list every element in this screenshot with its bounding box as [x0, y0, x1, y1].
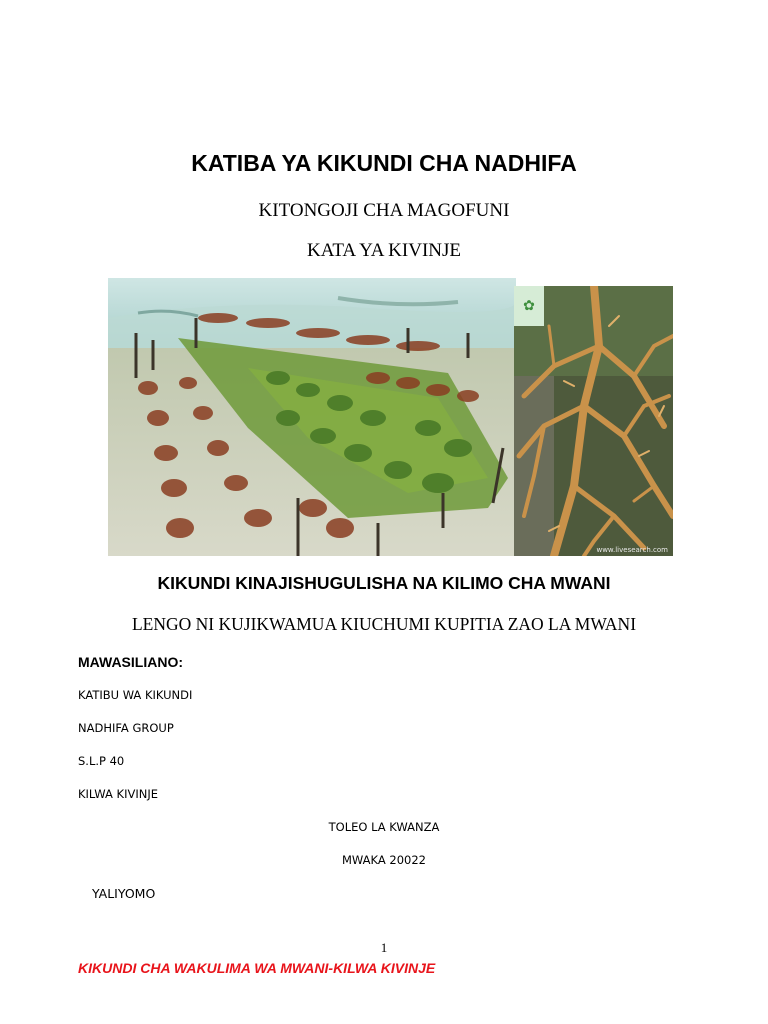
year-label: MWAKA 20022 [342, 853, 426, 867]
hamlet-subtitle: KITONGOJI CHA MAGOFUNI [258, 200, 510, 221]
contact-heading: MAWASILIANO: [78, 654, 183, 670]
page-number: 1 [380, 940, 388, 955]
footer-text: KIKUNDI CHA WAKULIMA WA MWANI-KILWA KIVINJE [78, 960, 436, 976]
edition-label: TOLEO LA KWANZA [328, 820, 440, 834]
ward-subtitle: KATA YA KIVINJE [307, 240, 461, 261]
group-activity-heading: KIKUNDI KINAJISHUGULISHA NA KILIMO CHA MWANI [157, 573, 611, 593]
photo-watermark: www.livesearch.com [596, 546, 668, 554]
seaweed-farm-photo [108, 278, 516, 556]
contact-line: KATIBU WA KIKUNDI [78, 688, 193, 702]
svg-text:✿: ✿ [523, 298, 535, 314]
group-goal: LENGO NI KUJIKWAMUA KIUCHUMI KUPITIA ZAO LA MWANI [131, 614, 637, 634]
seaweed-closeup-photo [514, 286, 673, 556]
table-of-contents-label: YALIYOMO [92, 886, 156, 901]
contact-line: NADHIFA GROUP [78, 721, 174, 735]
contact-line: KILWA KIVINJE [78, 787, 159, 801]
document-title: KATIBA YA KIKUNDI CHA NADHIFA [191, 150, 577, 176]
contact-line: S.L.P 40 [78, 754, 125, 768]
